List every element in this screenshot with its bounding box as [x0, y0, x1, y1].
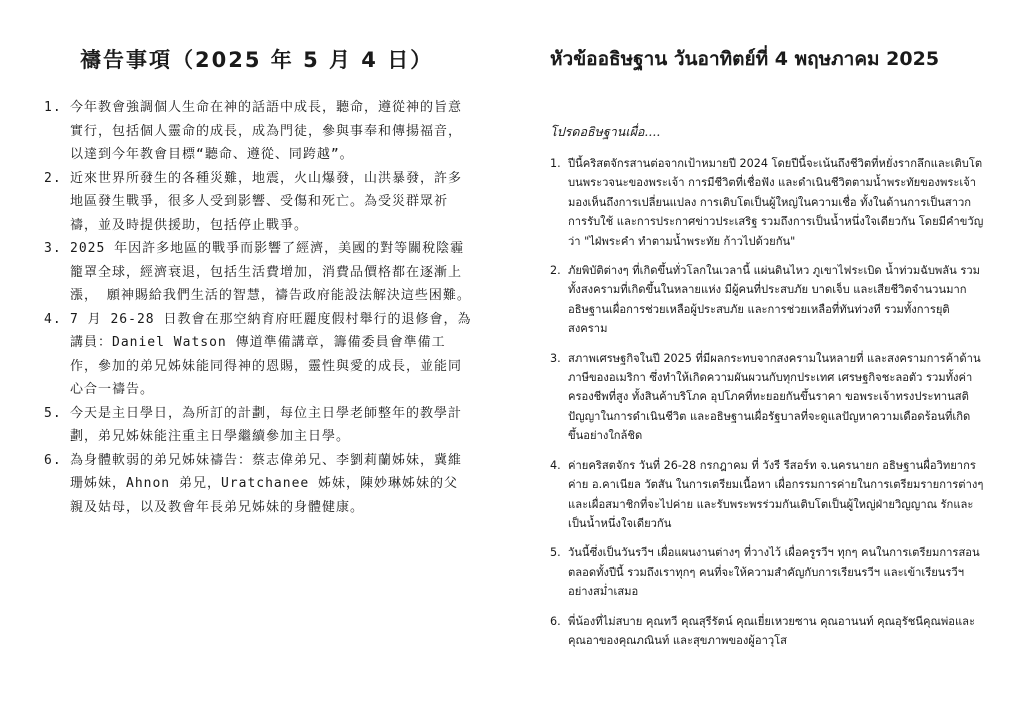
item-number: 5. — [44, 405, 62, 421]
item-text: ปีนี้คริสตจักรสานต่อจากเป้าหมายปี 2024 โดยปีนี้จะเน้นถึงชีวิตที่หยั่งรากลึกและเติบโตบนพระวจนะของพระเจ้า การมีชีวิตที่เชื่อฟัง และดำเนินชีวิตตามน้ำพระทัยของพระเจ้า มองเห็นถึงการเปลี่ยนแปลง การเติบโตเป็นผู้ใหญ่ในความเชื่อ ทั้งในด้านการเป็นสาวก การรับใช้ และการประกาศข่าวประเสริฐ รวมถึงการเป็นน้ำหนึ่งใจเดียวกัน โดยมีคำขวัญว่า "ไฝ่พระคำ ทำตามน้ำพระทัย ก้าวไปด้วยกัน" — [568, 157, 984, 248]
list-item — [42, 237, 472, 308]
item-number: 6. — [550, 614, 561, 628]
item-text: 為身體軟弱的弟兄姊妹禱告：蔡志偉弟兄、李劉莉蘭姊妹，冀維珊姊妹，Ahnon 弟兄，Uratchanee 姊妹，陳妙琳姊妹的父親及姑母，以及教會年長弟兄姊妹的身體健康。 — [70, 452, 463, 515]
item-text: 2025 年因許多地區的戰爭而影響了經濟，美國的對等關稅陰霾籠罩全球，經濟衰退，包括生活費增加，消費品價格都在逐漸上漲， 願神賜給我們生活的智慧，禱告政府能設法解決這些困難。 — [70, 241, 471, 303]
intro-text: โปรดอธิษฐานเผื่อ.... — [550, 124, 661, 139]
item-number: 4. — [550, 458, 561, 472]
page-title-chinese: 禱告事項（2025 年 5 月 4 日） — [80, 48, 434, 72]
item-number: 2. — [44, 170, 62, 186]
list-item — [42, 449, 472, 520]
item-number: 6. — [44, 452, 62, 468]
list-item — [42, 402, 472, 449]
item-number: 1. — [550, 157, 561, 170]
item-number: 4. — [44, 311, 62, 327]
list-item — [540, 349, 985, 446]
list-item — [540, 456, 985, 534]
item-text: 今年教會強調個人生命在神的話語中成長，聽命，遵從神的旨意實行，包括個人靈命的成長，成為門徒，參與事奉和傳揚福音，以達到今年教會目標“聽命、遵從、同跨越”。 — [70, 100, 463, 162]
item-text: พี่น้องที่ไม่สบาย คุณทวี คุณสุรีรัตน์ คุณเยี่ยเหวยซาน คุณอานนท์ คุณอุรัชนีคุณพ่อและคุณอาของคุณภณินท์ และสุขภาพของผู้อาวุโส — [568, 614, 976, 647]
prayer-list-thai — [540, 154, 985, 650]
item-number: 3. — [44, 241, 62, 256]
chinese-prayer-column — [42, 0, 472, 519]
item-number: 1. — [44, 100, 62, 115]
page-title-thai: หัวข้ออธิษฐาน วันอาทิตย์ที่ 4 พฤษภาคม 2025 — [550, 48, 940, 70]
list-item — [42, 308, 472, 402]
item-text: 今天是主日學日，為所訂的計劃，每位主日學老師整年的教學計劃，弟兄姊妹能注重主日學繼續參加主日學。 — [70, 405, 463, 444]
item-text: 7 月 26-28 日教會在那空納育府旺麗度假村舉行的退修會，為講員：Daniel Watson 傳道準備講章，籌備委員會準備工作，參加的弟兄姊妹能同得神的恩賜，靈性與愛的成長，並能同心合一禱告。 — [70, 311, 472, 397]
item-text: วันนี้ซึ่งเป็นวันรวีฯ เผื่อแผนงานต่างๆ ที่วางไว้ เผื่อครูรวีฯ ทุกๆ คนในการเตรียมการสอนตลอดทั้งปีนี้ รวมถึงเราทุกๆ คนที่จะให้ความสำคัญกับการเรียนรวีฯ และเข้าเรียนรวีฯอย่างสม่ำเสมอ — [568, 546, 980, 599]
item-text: สภาพเศรษฐกิจในปี 2025 ที่มีผลกระทบจากสงครามในหลายที่ และสงครามการค้าด้านภาษีของอเมริกา ซึ่งทำให้เกิดความผันผวนกับทุกประเทศ เศรษฐกิจชะลอตัว รวมทั้งค่าครองชีพที่สูง ทั้งสินค้าบริโภค อุปโภคที่ทะยอยกันขึ้นราคา ขอพระเจ้าทรงประทานสติปัญญาในการดำเนินชีวิต และอธิษฐานเผื่อรัฐบาลที่จะดูแลปัญหาความเดือดร้อนที่เกิดขึ้นอย่างใกล้ชิด — [568, 351, 981, 443]
item-text: 近來世界所發生的各種災難，地震，火山爆發，山洪暴發，許多地區發生戰爭，很多人受到影響、受傷和死亡。為受災群眾祈禱，並及時提供援助，包括停止戰爭。 — [70, 170, 463, 233]
item-number: 2. — [550, 264, 561, 278]
list-item — [42, 167, 472, 238]
list-item — [540, 543, 985, 601]
item-text: ภัยพิบัติต่างๆ ที่เกิดขึ้นทั่วโลกในเวลานี้ แผ่นดินไหว ภูเขาไฟระเบิด น้ำท่วมฉับพลัน รวมทั้งสงครามที่เกิดขึ้นในหลายแห่ง มีผู้คนที่ประสบภัย บาดเจ็บ และเสียชีวิตจำนวนมาก อธิษฐานเผื่อการช่วยเหลือผู้ประสบภัย และการช่วยเหลือที่ทันท่วงที รวมทั้งการยุติสงคราม — [568, 264, 981, 336]
item-text: ค่ายคริสตจักร วันที่ 26-28 กรกฎาคม ที่ วังรี รีสอร์ท จ.นครนายก อธิษฐานผื่อวิทยากรค่าย อ.คาเนียล วัตสัน ในการเตรียมเนื้อหา เผื่อกรรมการค่ายในการเตรียมรายการต่างๆ และเผื่อสมาชิกที่จะไปค่าย และรับพระพรร่วมกันเติบโตเป็นผู้ใหญ่ฝ่ายวิญญาณ รักและเป็นน้ำหนึ่งใจเดียวกัน — [568, 458, 984, 530]
list-item — [42, 96, 472, 167]
item-number: 3. — [550, 351, 561, 365]
prayer-list-chinese — [42, 96, 472, 519]
list-item — [540, 612, 985, 651]
item-number: 5. — [550, 546, 561, 560]
thai-prayer-column — [540, 0, 985, 660]
list-item — [540, 261, 985, 339]
list-item — [540, 154, 985, 251]
